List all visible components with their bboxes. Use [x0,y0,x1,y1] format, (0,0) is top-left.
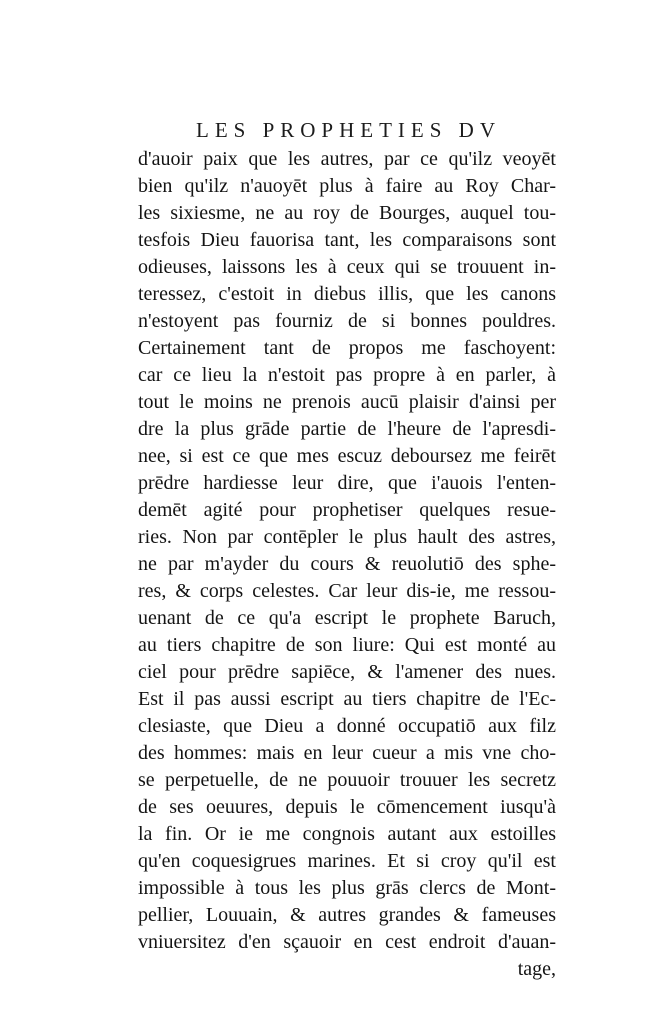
text-line: des hommes: mais en leur cueur a mis vne cho- [138,742,556,764]
text-line: de ses oeuures, depuis le cōmencement iusqu'à [138,796,556,818]
text-line: tesfois Dieu fauorisa tant, les comparaisons sont [138,229,556,251]
text-line: ciel pour prēdre sapiēce, & l'amener des nues. [138,661,556,683]
text-line: ne par m'ayder du cours & reuolutiō des sphe- [138,553,556,575]
text-line: demēt agité pour prophetiser quelques resue- [138,499,556,521]
text-line: res, & corps celestes. Car leur dis-ie, me ressou- [138,580,556,602]
text-line: les sixiesme, ne au roy de Bourges, auquel tou- [138,202,556,224]
text-line: ries. Non par contēpler le plus hault des astres, [138,526,556,548]
running-head: LES PROPHETIES DV [196,118,502,142]
text-line: tout le moins ne prenois aucū plaisir d'ainsi per [138,391,556,413]
text-line: teressez, c'estoit in diebus illis, que les canons [138,283,556,305]
text-line: vniuersitez d'en sçauoir en cest endroit d'auan- [138,931,556,953]
text-line: nee, si est ce que mes escuz deboursez me feirēt [138,445,556,467]
text-line: impossible à tous les plus grās clercs de Mont- [138,877,556,899]
text-line: la fin. Or ie me congnois autant aux estoilles [138,823,556,845]
text-line: se perpetuelle, de ne pouuoir trouuer les secretz [138,769,556,791]
text-line: car ce lieu la n'estoit pas propre à en parler, à [138,364,556,386]
text-line: n'estoyent pas fourniz de si bonnes pouldres. [138,310,556,332]
text-line: clesiaste, que Dieu a donné occupatiō aux filz [138,715,556,737]
text-line: pellier, Louuain, & autres grandes & fameuses [138,904,556,926]
text-line: au tiers chapitre de son liure: Qui est monté au [138,634,556,656]
text-line: odieuses, laissons les à ceux qui se trouuent in- [138,256,556,278]
text-line: Certainement tant de propos me faschoyent: [138,337,556,359]
body-text [138,146,556,983]
text-line: dre la plus grāde partie de l'heure de l'apresdi- [138,418,556,440]
text-line: d'auoir paix que les autres, par ce qu'ilz veoyēt [138,148,556,170]
text-line: qu'en coquesigrues marines. Et si croy qu'il est [138,850,556,872]
text-line: bien qu'ilz n'auoyēt plus à faire au Roy Char- [138,175,556,197]
text-line: uenant de ce qu'a escript le prophete Baruch, [138,607,556,629]
text-line: Est il pas aussi escript au tiers chapitre de l'Ec- [138,688,556,710]
text-line: tage, [517,958,556,980]
text-line: prēdre hardiesse leur dire, que i'auois l'enten- [138,472,556,494]
